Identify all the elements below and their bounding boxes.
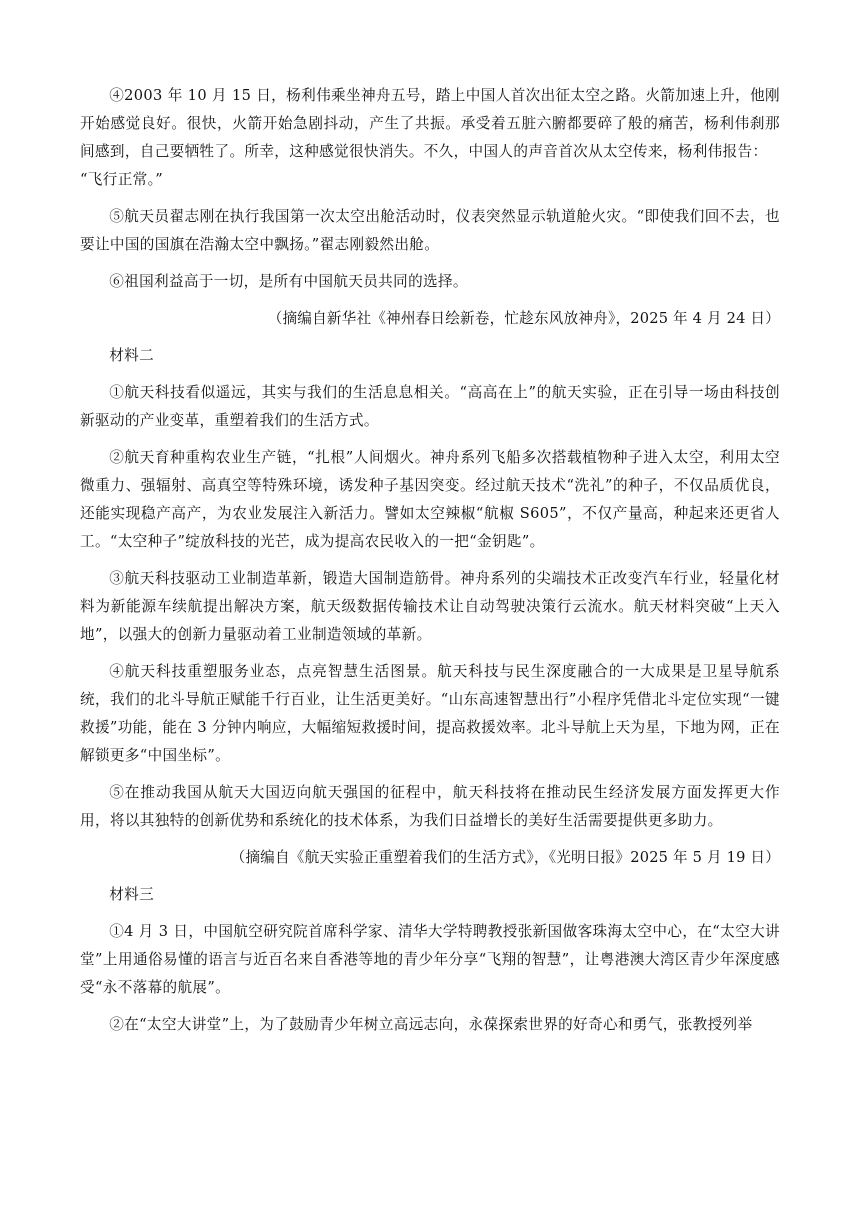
material-three-paragraph-2: ②在“太空大讲堂”上，为了鼓励青少年树立高远志向，永葆探索世界的好奇心和勇气，张教授列举 xyxy=(109,1016,753,1033)
document-page xyxy=(80,82,780,1048)
material-three-heading: 材料三 xyxy=(109,886,155,903)
material-two-paragraph-2: ②航天育种重构农业生产链，“扎根”人间烟火。神舟系列飞船多次搭载植物种子进入太空，利用太空微重力、强辐射、高真空等特殊环境，诱发种子基因突变。经过航天技术“洗礼”的种子，不仅品质优良，还能实现稳产高产，为农业发展注入新活力。譬如太空辣椒“航椒 S605”，不仅产量高，种起来还更省人工。“太空种子”绽放科技的光芒，成为提高农民收入的一把“金钥匙”。 xyxy=(80,449,780,550)
paragraph-zhai-zhigang: ⑤航天员翟志刚在执行我国第一次太空出舱活动时，仪表突然显示轨道舱火灾。“即使我们回不去，也要让中国的国旗在浩瀚太空中飘扬。”翟志刚毅然出舱。 xyxy=(80,208,780,253)
material-two-paragraph-3: ③航天科技驱动工业制造革新，锻造大国制造筋骨。神舟系列的尖端技术正改变汽车行业，轻量化材料为新能源车续航提出解决方案，航天级数据传输技术让自动驾驶决策行云流水。航天材料突破“上天入地”，以强大的创新力量驱动着工业制造领域的革新。 xyxy=(80,570,780,643)
source-citation-material-two: （摘编自《航天实验正重塑着我们的生活方式》，《光明日报》2025 年 5 月 19 日） xyxy=(230,849,780,866)
paragraph-yang-liwei-quote: “飞行正常。” xyxy=(80,171,164,188)
material-two-heading: 材料二 xyxy=(109,347,155,364)
paragraph-national-interest: ⑥祖国利益高于一切，是所有中国航天员共同的选择。 xyxy=(109,273,468,290)
material-two-paragraph-5: ⑤在推动我国从航天大国迈向航天强国的征程中，航天科技将在推动民生经济发展方面发挥更大作用，将以其独特的创新优势和系统化的技术体系，为我们日益增长的美好生活需要提供更多助力。 xyxy=(80,784,780,829)
material-three-paragraph-1: ①4 月 3 日，中国航空研究院首席科学家、清华大学特聘教授张新国做客珠海太空中心，在“太空大讲堂”上用通俗易懂的语言与近百名来自香港等地的青少年分享“飞翔的智慧”，让粤港澳大湾区青少年深度感受“永不落幕的航展”。 xyxy=(80,923,780,996)
material-two-paragraph-4: ④航天科技重塑服务业态，点亮智慧生活图景。航天科技与民生深度融合的一大成果是卫星导航系统，我们的北斗导航正赋能千行百业，让生活更美好。“山东高速智慧出行”小程序凭借北斗定位实现“一键救援”功能，能在 3 分钟内响应，大幅缩短救援时间，提高救援效率。北斗导航上天为星，下地为网，正在解锁更多“中国坐标”。 xyxy=(80,663,780,764)
source-citation-material-one: （摘编自新华社《神州春日绘新卷，忙趁东风放神舟》，2025 年 4 月 24 日） xyxy=(267,310,780,327)
paragraph-yang-liwei: ④2003 年 10 月 15 日，杨利伟乘坐神舟五号，踏上中国人首次出征太空之路。火箭加速上升，他刚开始感觉良好。很快，火箭开始急剧抖动，产生了共振。承受着五脏六腑都要碎了般的痛苦，杨利伟刹那间感到，自己要牺牲了。所幸，这种感觉很快消失。不久，中国人的声音首次从太空传来，杨利伟报告： xyxy=(80,87,780,160)
material-two-paragraph-1: ①航天科技看似遥远，其实与我们的生活息息相关。“高高在上”的航天实验，正在引导一场由科技创新驱动的产业变革，重塑着我们的生活方式。 xyxy=(80,384,780,429)
